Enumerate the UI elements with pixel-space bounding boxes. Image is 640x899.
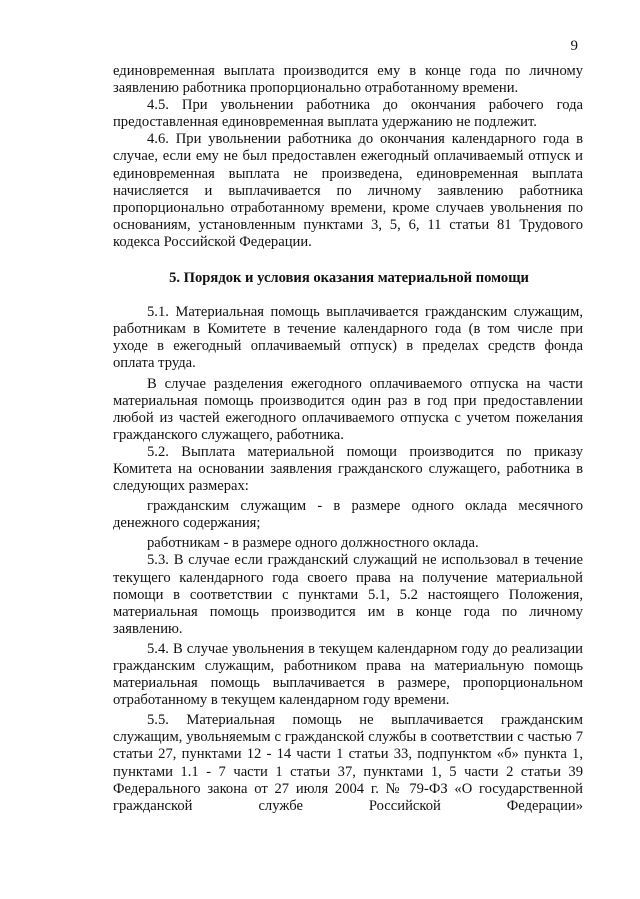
paragraph-5-3: 5.3. В случае если гражданский служащий не использовал в течение текущего календарного года своего права на получение материальной помощи в соответствии с пунктами 5.1, 5.2 настоящего Положения, материальная помощь производится им в конце года по личному заявлению. xyxy=(113,552,583,637)
document-body xyxy=(113,63,583,815)
paragraph-4-5: 4.5. При увольнении работника до окончания рабочего года предоставленная единовременная выплата удержанию не подлежит. xyxy=(113,97,583,131)
paragraph-5-4: 5.4. В случае увольнения в текущем календарном году до реализации гражданским служащим, работником права на материальную помощь материальная помощь выплачивается в размере, пропорциональном отработанному в текущем календарном году времени. xyxy=(113,640,583,709)
paragraph-civil-servants-amount: гражданским служащим - в размере одного оклада месячного денежного содержания; xyxy=(113,498,583,532)
paragraph-continuation: единовременная выплата производится ему в конце года по личному заявлению работника пропорционально отработанному времени. xyxy=(113,63,583,97)
paragraph-5-1: 5.1. Материальная помощь выплачивается гражданским служащим, работникам в Комитете в течение календарного года (в том числе при уходе в ежегодный оплачиваемый отпуск) в пределах средств фонда оплата труда. xyxy=(113,304,583,372)
paragraph-4-6: 4.6. При увольнении работника до окончания календарного года в случае, если ему не был предоставлен ежегодный оплачиваемый отпуск и единовременная выплата не произведена, единовременная выплата начисляется и выплачивается по личному заявлению работника пропорционально отработанному времени, кроме случаев увольнения по основаниям, установленным пунктами 3, 5, 6, 11 статьи 81 Трудового кодекса Российской Федерации. xyxy=(113,131,583,250)
paragraph-vacation-split: В случае разделения ежегодного оплачиваемого отпуска на части материальная помощь производится один раз в год при предоставлении любой из частей ежегодного оплачиваемого отпуска с учетом пожелания гражданского служащего, работника. xyxy=(113,375,583,443)
section-heading: 5. Порядок и условия оказания материальной помощи xyxy=(169,270,529,287)
page-number: 9 xyxy=(570,38,578,54)
paragraph-employees-amount: работникам - в размере одного должностного оклада. xyxy=(147,535,479,552)
paragraph-5-5: 5.5. Материальная помощь не выплачивается гражданским служащим, увольняемым с гражданской службы в соответствии с частью 7 статьи 27, пунктами 12 - 14 части 1 статьи 33, подпунктом «б» пункта 1, пунктами 1.1 - 7 части 1 статьи 37, пунктами 1, 5 части 2 статьи 39 Федерального закона от 27 июля 2004 г. № 79-ФЗ «О государственной гражданской службе Российской Федерации» xyxy=(113,712,583,814)
paragraph-5-2: 5.2. Выплата материальной помощи производится по приказу Комитета на основании заявления гражданского служащего, работника в следующих размерах: xyxy=(113,443,583,495)
